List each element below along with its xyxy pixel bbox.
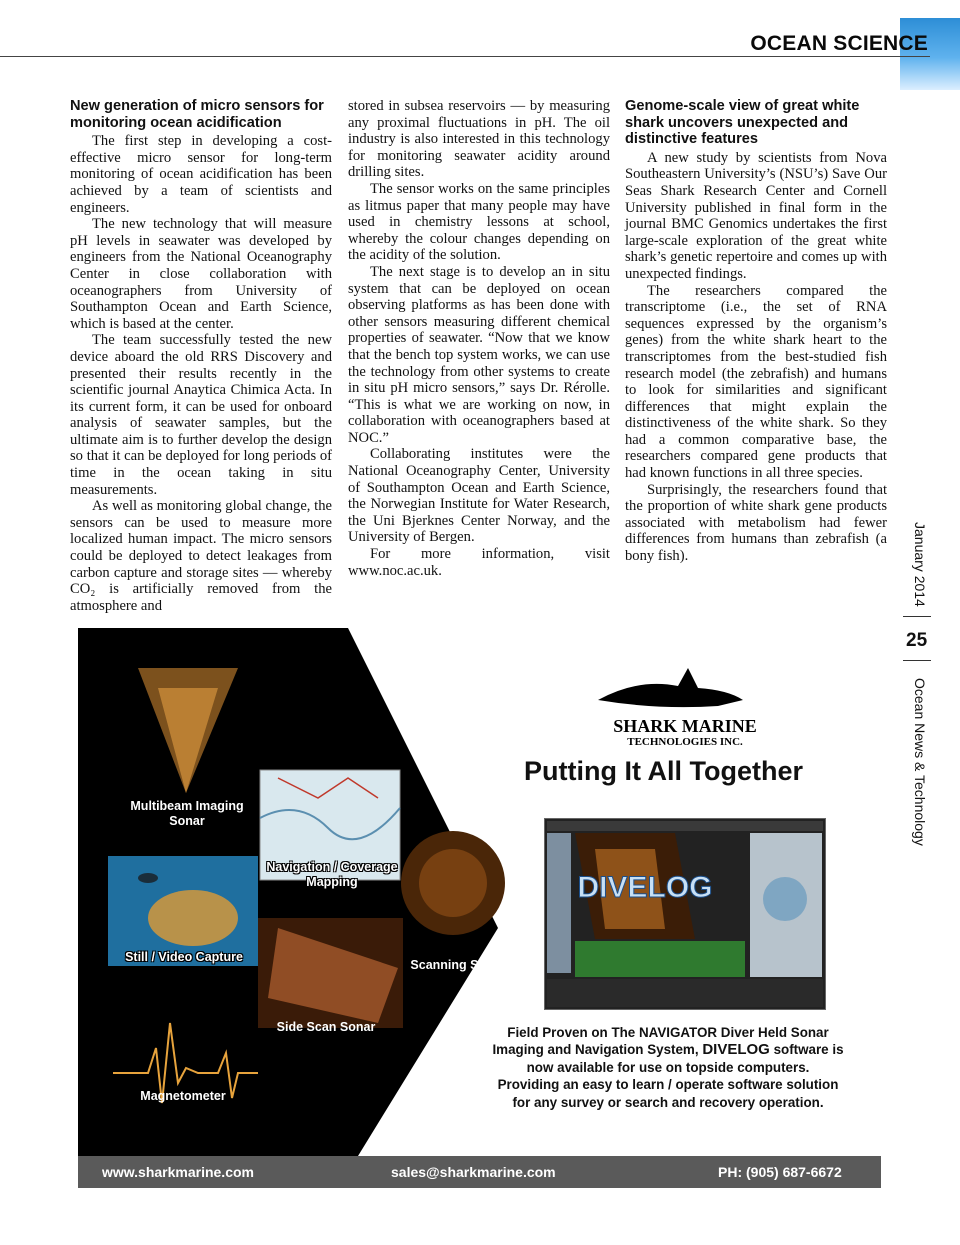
article-headline: Genome-scale view of great white shark uncovers unexpected and distinctive features [625,98,860,148]
magazine-name: Ocean News & Technology [912,678,928,846]
label-multibeam: Multibeam Imaging Sonar [130,799,244,828]
label-navigation: Navigation / Coverage Mapping [266,860,398,889]
company-name: SHARK MARINE [613,716,757,736]
software-screenshot [544,818,826,1010]
article-column-3 [625,98,887,565]
label-still-video: Still / Video Capture [125,950,243,964]
advertisement [78,628,881,1188]
page-number: 25 [906,630,928,651]
article-paragraph: Collaborating institutes were the National Oceanography Center, University of Southampton Ocean and Earth Science, the Norwegian Institute for Water Research, the Uni Bjerknes Center Norway, and the University of Bergen. [348,446,610,546]
article-paragraph: The team successfully tested the new device aboard the old RRS Discovery and presented their results recently in the scientific journal Anaytica Chimica Acta. In its current form, it can be used for onboard analysis of seawater samples, but the ultimate aim is to further develop the design so that it can be deployed for long periods of time in the ocean taking in situ measurements. [70,332,332,498]
article-paragraph: Surprisingly, the researchers found that the proportion of white shark gene products associated with metabolism had fewer differences from humans than zebrafish (a bony fish). [625,481,887,565]
article-paragraph: The sensor works on the same principles as litmus paper that many people may have used in chemistry lessons at school, whereby the colour changes depending on the acidity of the solution. [348,180,610,264]
label-scanning-sonar: Scanning Sonar [410,958,506,972]
article-paragraph: As well as monitoring global change, the sensors can be used to measure more localized human impact. The micro sensors could be deployed to detect leakages from carbon capture and storage sites — whereby CO₂ is artificially removed from the atmosphere and [70,498,332,614]
divelog-screen-text: DIVELOG [577,871,713,904]
email-link[interactable]: sales@sharkmarine.com [391,1164,556,1180]
label-side-scan: Side Scan Sonar [276,1020,376,1034]
website-link[interactable]: www.sharkmarine.com [102,1164,254,1180]
page-header [0,0,960,90]
article-paragraph: The first step in developing a cost-effective micro sensor for long-term monitoring of ocean acidification has been achieved by a team of scientists and engineers. [70,133,332,216]
article-paragraph: For more information, visit www.noc.ac.uk. [348,546,610,579]
article-paragraph: The researchers compared the transcriptome (i.e., the set of RNA sequences expressed by the organism’s genes) from the white shark heart to the transcriptomes from the best-studied fish research model (the zebrafish) and humans to look for similarities and significant differences that might explain the distinctiveness of the white shark. So they had a common comparative base, the researchers compared gene products that had known functions in all three species. [625,282,887,482]
article-paragraph: The next stage is to develop an in situ system that can be deployed on ocean observing platforms as has been done with other sensors measuring different chemical properties of seawater. “Now that we know that the bench top system works, we can use the technology from other systems to create in situ pH micro sensors,” says Dr. Rérolle. “This is what we are working on now, in collaboration with oceanographers based at NOC.” [348,263,610,446]
article-paragraph: The new technology that will measure pH levels in seawater was developed by engineers from the National Oceanography Center in close collaboration with oceanographers from University of Southampton Ocean and Earth Science, which is based at the center. [70,216,332,332]
sidebar-divider [903,660,931,661]
company-logo [590,656,780,748]
article-paragraph: stored in subsea reservoirs — by measuring any proximal fluctuations in pH. The oil industry is also interested in this technology for monitoring seawater acidity around drilling sites. [348,98,610,181]
article-column-1 [70,98,332,614]
sidebar-divider [903,616,931,617]
article-paragraph: A new study by scientists from Nova Southeastern University’s (NSU’s) Save Our Seas Shark Research Center and Cornell University published in final form in the journal BMC Genomics undertakes the first large-scale exploration of the great white shark’s genetic repertoire and comes up with unexpected findings. [625,149,887,282]
ad-description: Field Proven on The NAVIGATOR Diver Held Sonar Imaging and Navigation System, DIVELOG software is now available for use on topside computers. Providing an easy to learn / operate software solution for any survey or search and recovery operation. [492,1025,844,1110]
article-column-2 [348,98,610,579]
phone-number: PH: (905) 687-6672 [718,1164,842,1180]
header-rule [0,56,930,57]
ad-footer [78,1156,881,1188]
label-magnetometer: Magnetometer [140,1089,226,1103]
issue-date: January 2014 [912,522,928,607]
article-headline: New generation of micro sensors for monitoring ocean acidification [70,98,324,131]
company-subtitle: TECHNOLOGIES INC. [627,736,743,748]
ad-tagline: Putting It All Together [524,756,803,786]
section-title: OCEAN SCIENCE [750,32,928,55]
